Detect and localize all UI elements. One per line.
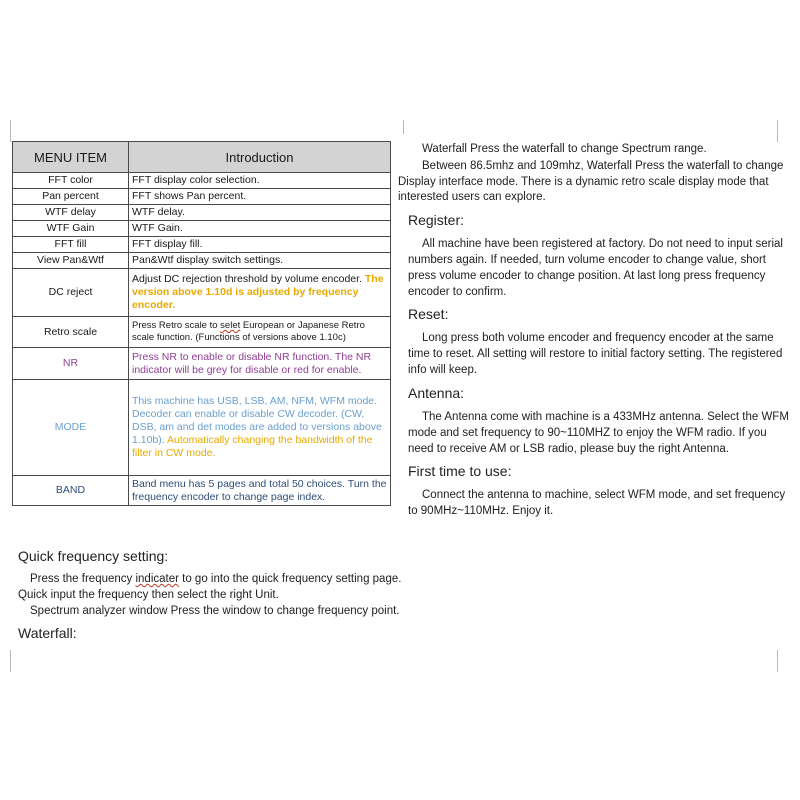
introduction-cell: WTF Gain.	[129, 221, 391, 237]
crop-mark	[10, 120, 11, 142]
column-header-introduction: Introduction	[129, 142, 391, 173]
menu-item-cell: MODE	[13, 380, 129, 476]
introduction-cell: FFT display fill.	[129, 237, 391, 253]
dc-reject-version-note: The version above 1.10d is adjusted by frequency encoder.	[132, 273, 384, 311]
table-row	[13, 205, 391, 221]
reset-heading: Reset:	[408, 306, 449, 322]
quick-frequency-line-1	[30, 571, 401, 587]
introduction-cell	[129, 269, 391, 317]
mode-cw-note: Automatically changing the bandwidth of the filter in CW mode.	[132, 434, 373, 459]
table-row	[13, 380, 391, 476]
mode-version-note: (CW, DSB, am and det modes are added to versions above 1.10b).	[132, 408, 382, 446]
menu-table	[12, 141, 391, 506]
register-line-2: numbers again. If needed, turn volume encoder to change value, short	[408, 254, 767, 266]
menu-item-cell: FFT color	[13, 173, 129, 189]
introduction-cell: Press NR to enable or disable NR function. The NR indicator will be grey for disable or red for enable.	[129, 348, 391, 380]
menu-item-cell: WTF delay	[13, 205, 129, 221]
menu-item-cell: Retro scale	[13, 317, 129, 348]
register-line-1: All machine have been registered at factory. Do not need to input serial	[422, 238, 783, 250]
introduction-cell: FFT display color selection.	[129, 173, 391, 189]
antenna-line-1: The Antenna come with machine is a 433MHz antenna. Select the WFM	[422, 411, 789, 423]
waterfall-line-2: Between 86.5mhz and 109mhz, Waterfall Press the waterfall to change	[422, 160, 784, 172]
introduction-cell: Band menu has 5 pages and total 50 choices. Turn the frequency encoder to change page index.	[129, 476, 391, 506]
quick-frequency-text: to go into the quick frequency setting page.	[178, 573, 402, 585]
menu-item-cell: Pan percent	[13, 189, 129, 205]
waterfall-heading: Waterfall:	[18, 625, 77, 641]
crop-mark	[777, 120, 778, 142]
register-line-3: press volume encoder to change position. At last long press frequency	[408, 270, 766, 282]
mode-desc: This machine has USB, LSB, AM, NFM, WFM mode. Decoder can enable or disable CW decoder.	[132, 395, 378, 420]
crop-mark	[10, 650, 11, 672]
menu-item-cell: NR	[13, 348, 129, 380]
table-row	[13, 237, 391, 253]
menu-item-cell: BAND	[13, 476, 129, 506]
table-header-row	[13, 142, 391, 173]
waterfall-line-4: interested users can explore.	[398, 191, 546, 203]
quick-frequency-heading: Quick frequency setting:	[18, 548, 169, 564]
introduction-cell	[129, 380, 391, 476]
table-row	[13, 476, 391, 506]
menu-item-cell: View Pan&Wtf	[13, 253, 129, 269]
introduction-cell: FFT shows Pan percent.	[129, 189, 391, 205]
column-header-menu-item: MENU ITEM	[13, 142, 129, 173]
reset-line-2: time to reset. All setting will restore to initial factory setting. The registered	[408, 348, 783, 360]
menu-item-cell: FFT fill	[13, 237, 129, 253]
retro-scale-desc-misspelled: selet	[220, 320, 241, 331]
crop-mark	[403, 120, 404, 134]
register-heading: Register:	[408, 212, 465, 228]
introduction-cell	[129, 317, 391, 348]
table-row	[13, 221, 391, 237]
retro-scale-desc-c: European or Japanese Retro scale function. (Functions of versions above 1.10c)	[132, 320, 365, 343]
crop-mark	[777, 650, 778, 672]
menu-item-cell: DC reject	[13, 269, 129, 317]
quick-frequency-line-3: Spectrum analyzer window Press the window to change frequency point.	[30, 605, 400, 617]
menu-item-cell: WTF Gain	[13, 221, 129, 237]
first-time-line-1: Connect the antenna to machine, select WFM mode, and set frequency	[422, 489, 786, 501]
table-row	[13, 189, 391, 205]
table-row	[13, 173, 391, 189]
table-row	[13, 253, 391, 269]
antenna-line-3: need to receive AM or LSB radio, please buy the right Antenna.	[408, 443, 729, 455]
table-row	[13, 317, 391, 348]
waterfall-line-3: Display interface mode. There is a dynamic retro scale display mode that	[398, 176, 769, 188]
quick-frequency-misspelled-word: indicater	[135, 573, 179, 585]
introduction-cell: WTF delay.	[129, 205, 391, 221]
reset-line-1: Long press both volume encoder and frequency encoder at the same	[422, 332, 774, 344]
quick-frequency-line-2: Quick input the frequency then select the right Unit.	[18, 589, 279, 601]
register-line-4: encoder to confirm.	[408, 286, 507, 298]
first-time-heading: First time to use:	[408, 463, 512, 479]
antenna-heading: Antenna:	[408, 385, 465, 401]
quick-frequency-text: Press the frequency	[30, 573, 136, 585]
table-row	[13, 269, 391, 317]
waterfall-line-1: Waterfall Press the waterfall to change Spectrum range.	[422, 143, 707, 155]
first-time-line-2: to 90MHz~110MHz. Enjoy it.	[408, 505, 554, 517]
table-row	[13, 348, 391, 380]
reset-line-3: info will keep.	[408, 364, 478, 376]
retro-scale-desc-a: Press Retro scale to	[132, 320, 221, 331]
dc-reject-desc: Adjust DC rejection threshold by volume encoder.	[132, 273, 362, 285]
antenna-line-2: mode and set frequency to 90~110MHZ to enjoy the WFM radio. If you	[408, 427, 767, 439]
introduction-cell: Pan&Wtf display switch settings.	[129, 253, 391, 269]
